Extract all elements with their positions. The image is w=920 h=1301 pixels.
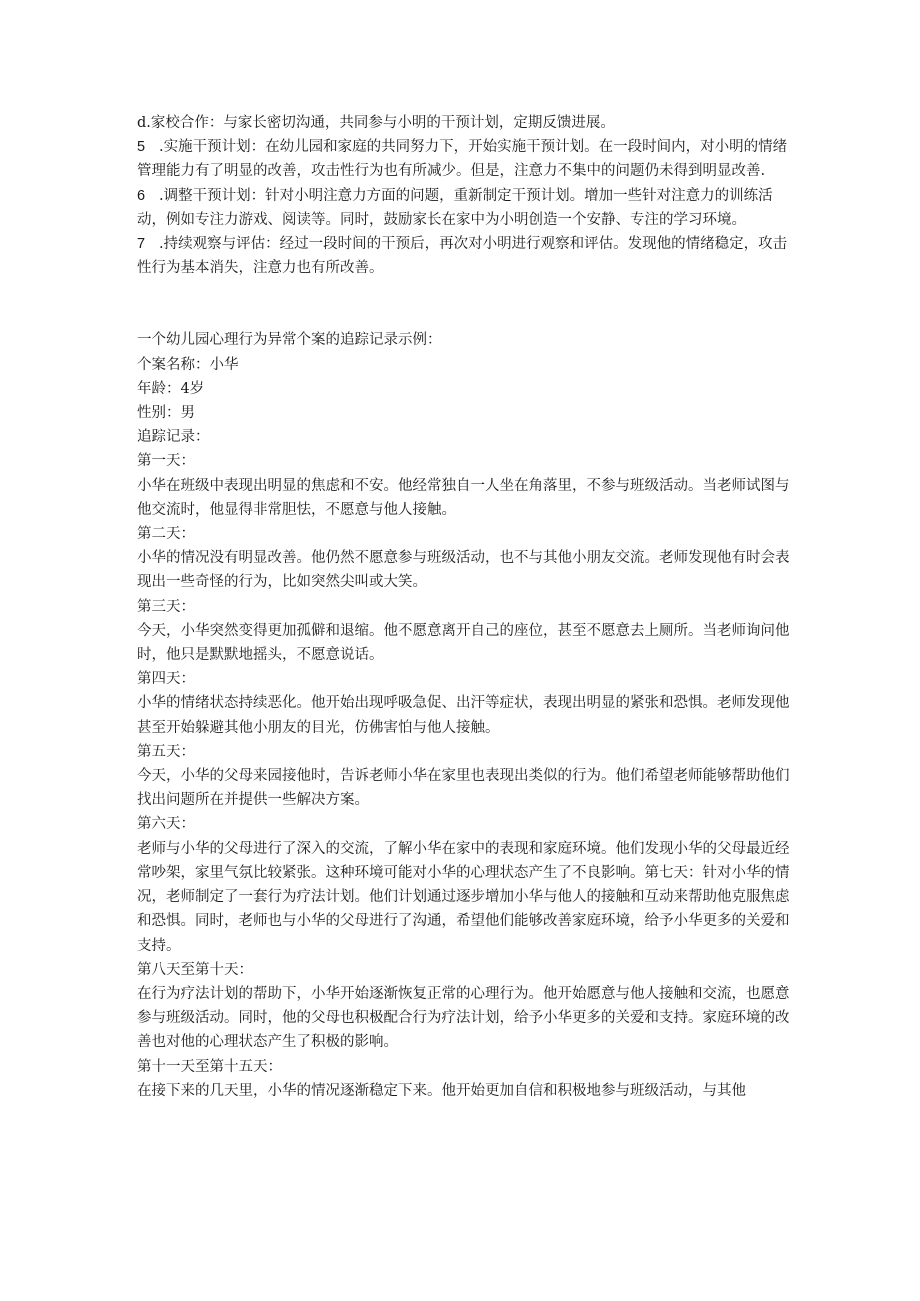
item-6 [137, 184, 793, 232]
item-d: d.家校合作：与家长密切沟通，共同参与小明的干预计划，定期反馈进展。 [137, 115, 615, 131]
case-gender: 性别：男 [137, 405, 195, 422]
day8-10-text: 在行为疗法计划的帮助下，小华开始逐渐恢复正常的心理行为。他开始愿意与他人接触和交流，也愿意参与班级活动。同时，他的父母也积极配合行为疗法计划，给予小华更多的关爱和支持。家庭环境的改善也对他的心理状态产生了积极的影响。 [137, 985, 790, 1051]
item-6-text: .调整干预计划：针对小明注意力方面的问题，重新制定干预计划。增加一些针对注意力的训练活动，例如专注力游戏、阅读等。同时，鼓励家长在家中为小明创造一个安静、专注的学习环境。 [137, 187, 773, 228]
item-5 [137, 135, 793, 183]
day5-text: 今天，小华的父母来园接他时，告诉老师小华在家里也表现出类似的行为。他们希望老师能够帮助他们找出问题所在并提供一些解决方案。 [137, 768, 790, 809]
item-7-number: 7 [137, 236, 146, 253]
day2-text: 小华的情况没有明显改善。他仍然不愿意参与班级活动，也不与其他小朋友交流。老师发现他有时会表现出一些奇怪的行为，比如突然尖叫或大笑。 [137, 550, 790, 591]
day11-15-text: 在接下来的几天里，小华的情况逐渐稳定下来。他开始更加自信和积极地参与班级活动，与其他 [137, 1082, 746, 1099]
document-page [137, 111, 793, 1103]
day6-text: 老师与小华的父母进行了深入的交流，了解小华在家中的表现和家庭环境。他们发现小华的父母最近经常吵架，家里气氛比较紧张。这种环境可能对小华的心理状态产生了不良影响。第七天：针对小华的情况，老师制定了一套行为疗法计划。他们计划通过逐步增加小华与他人的接触和互动来帮助他克服焦虑和恐惧。同时，老师也与小华的父母进行了沟通，希望他们能够改善家庭环境，给予小华更多的关爱和支持。 [137, 840, 790, 954]
day8-10-label: 第八天至第十天： [137, 961, 253, 978]
day3-text: 今天，小华突然变得更加孤僻和退缩。他不愿意离开自己的座位，甚至不愿意去上厕所。当老师询问他时，他只是默默地摇头，不愿意说话。 [137, 622, 790, 664]
item-7-text: .持续观察与评估：经过一段时间的干预后，再次对小明进行观察和评估。发现他的情绪稳定，攻击性行为基本消失，注意力也有所改善。 [137, 236, 788, 277]
day2-label: 第二天： [137, 526, 195, 543]
item-5-number: 5 [137, 139, 146, 156]
day1-label: 第一天： [137, 453, 195, 470]
day11-15-label: 第十一天至第十五天： [137, 1058, 282, 1075]
day4-text: 小华的情绪状态持续恶化。他开始出现呼吸急促、出汗等症状，表现出明显的紧张和恐惧。老师发现他甚至开始躲避其他小朋友的目光，仿佛害怕与他人接触。 [137, 695, 790, 736]
case-age: 年龄：4岁 [137, 380, 205, 397]
case-intro: 一个幼儿园心理行为异常个案的追踪记录示例： [137, 332, 442, 349]
item-6-number: 6 [137, 187, 146, 204]
day6-label: 第六天： [137, 816, 195, 833]
day5-label: 第五天： [137, 743, 195, 760]
records-label: 追踪记录： [137, 429, 210, 446]
day1-text: 小华在班级中表现出明显的焦虑和不安。他经常独自一人坐在角落里，不参与班级活动。当老师试图与他交流时，他显得非常胆怯，不愿意与他人接触。 [137, 477, 790, 518]
section-gap [137, 280, 793, 328]
item-5-text: .实施干预计划：在幼儿园和家庭的共同努力下，开始实施干预计划。在一段时间内，对小明的情绪管理能力有了明显的改善，攻击性行为也有所减少。但是，注意力不集中的问题仍未得到明显改善. [137, 139, 788, 180]
item-7 [137, 232, 793, 280]
case-name: 个案名称：小华 [137, 356, 239, 373]
day4-label: 第四天： [137, 671, 195, 688]
day3-label: 第三天： [137, 598, 195, 615]
